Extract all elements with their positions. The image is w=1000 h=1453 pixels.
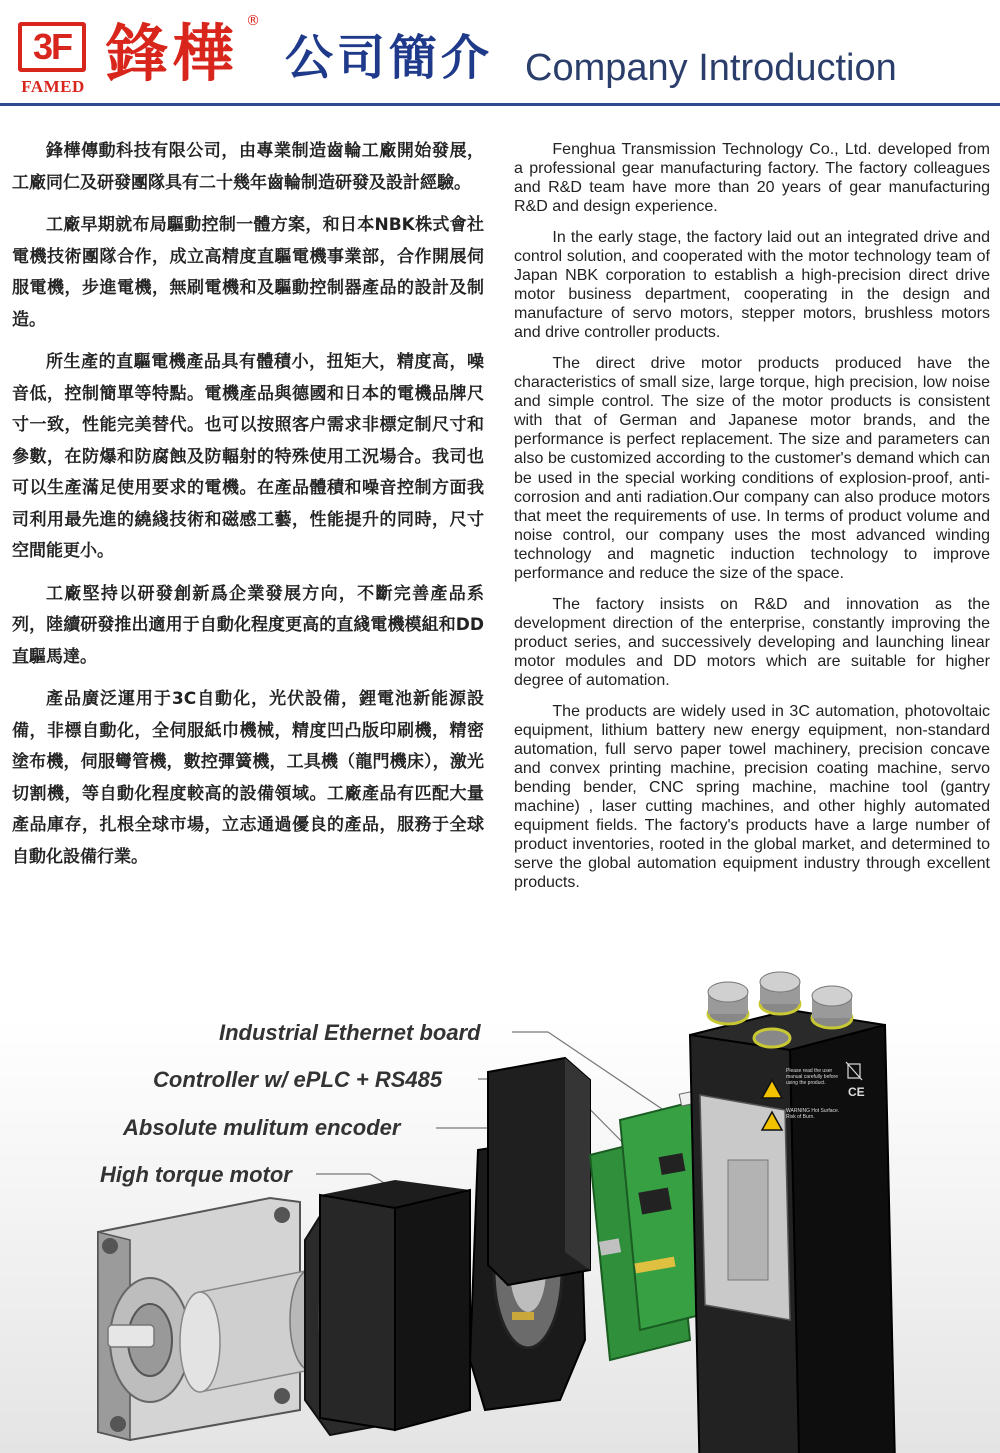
english-text-column: [514, 140, 990, 904]
cn-paragraph: 工廠早期就布局驅動控制一體方案，和日本NBK株式會社電機技術團隊合作，成立高精度直驅電機事業部，合作開展伺服電機，步進電機，無刷電機和及驅動控制器產品的設計及制造。: [12, 215, 484, 330]
page-header: [0, 0, 1000, 110]
cn-paragraph: 鋒樺傳動科技有限公司，由專業制造齒輪工廠開始發展，工廠同仁及研發團隊具有二十幾年齒輪制造研發及設計經驗。: [12, 141, 484, 193]
famed-logo: [14, 18, 92, 96]
motor-exploded-view: [0, 940, 1000, 1453]
motor-housing: [320, 1180, 470, 1430]
registered-mark: ®: [246, 13, 260, 29]
logo-wordmark: FAMED: [21, 77, 85, 96]
warning-label-2: WARNING Hot Surface. Risk of Burn.: [786, 1108, 840, 1120]
ce-mark: CE: [848, 1085, 865, 1099]
callout-ethernet-board: Industrial Ethernet board: [219, 1020, 481, 1045]
m12-connector: [754, 1029, 790, 1047]
callout-motor: High torque motor: [100, 1162, 292, 1187]
cn-paragraph: 產品廣泛運用于3C自動化，光伏設備，鋰電池新能源設備，非標自動化，全伺服紙巾機械，精度凹凸版印刷機，精密塗布機，伺服彎管機，數控彈簧機，工具機（龍門機床），激光切割機，等自動化程度較高的設備領域。工廠產品有匹配大量產品庫存，扎根全球市場，立志通過優良的產品，服務于全球自動化設備行業。: [12, 689, 484, 867]
cn-paragraph: 所生產的直驅電機產品具有體積小，扭矩大，精度高，噪音低，控制簡單等特點。電機產品與德國和日本的電機品牌尺寸一致，性能完美替代。也可以按照客户需求非標定制尺寸和參數，在防爆和防腐蝕及防輻射的特殊使用工況場合。我司也可以生產滿足使用要求的電機。在產品體積和噪音控制方面我司利用最先進的繞綫技術和磁感工藝，性能提升的同時，尺寸空間能更小。: [12, 352, 484, 561]
output-shaft: [108, 1325, 154, 1347]
callout-encoder: Absolute mulitum encoder: [123, 1115, 401, 1140]
page-title-chinese: 公司簡介: [285, 30, 494, 86]
back-cover-plate: [488, 1058, 590, 1285]
chinese-text-column: [12, 136, 484, 884]
en-paragraph: The direct drive motor products produced have the characteristics of small size, large torque, high precision, low noise and simple control. The size of the motor products is consistent with that of German and Japanese motor brands, and the performance is perfect replacement. The size and parameters can also be customized according to the customer's demand which can be used in the special working conditions of explosion-proof, anti-corrosion and anti radiation.Our company can also produce motors that meet the requirements of use. In terms of product volume and noise control, our company uses the most advanced winding technology and magnetic induction technology to improve performance and reduce the size of the space.: [514, 354, 990, 582]
drive-housing: [690, 972, 895, 1453]
en-paragraph: The products are widely used in 3C automation, photovoltaic equipment, lithium battery new energy equipment, non-standard automation, full servo paper towel machinery, precision concave and convex printing machine, precision coating machine, servo bending bender, CNC spring machine, machine tool (gantry machine) , laser cutting machines, and other highly automated equipment fields. The factory's products have a large number of product inventories, rooted in the global market, and determined to serve the global automation equipment industry through excellent products.: [514, 702, 990, 892]
en-paragraph: The factory insists on R&D and innovation as the development direction of the enterprise, constantly improving the product series, and successively developing and launching linear motor modules and DD motors which are suitable for higher degree of automation.: [514, 595, 990, 689]
page-title-english: Company Introduction: [525, 47, 897, 89]
warning-label-1: Please read the user manual carefully before using the product.: [786, 1068, 838, 1086]
en-paragraph: In the early stage, the factory laid out an integrated drive and control solution, and cooperated with the motor technology team of Japan NBK corporation to establish a high-precision direct drive motor business department, cooperating in the design and manufacture of servo motors, stepper motors, brushless motors and drive controller products.: [514, 228, 990, 342]
brand-name: 鋒樺: [106, 17, 239, 90]
callout-controller: Controller w/ ePLC + RS485: [153, 1067, 443, 1092]
en-paragraph: Fenghua Transmission Technology Co., Ltd. developed from a professional gear manufacturing factory. The factory colleagues and R&D team have more than 20 years of gear manufacturing R&D and design experience.: [514, 141, 990, 216]
exploded-motor-illustration: [0, 940, 1000, 1453]
header-divider: [0, 103, 1000, 106]
cn-paragraph: 工廠堅持以研發創新爲企業發展方向，不斷完善產品系列，陸續研發推出適用于自動化程度更高的直綫電機模組和DD直驅馬達。: [12, 583, 484, 667]
logo-mark: 3F: [18, 22, 86, 72]
